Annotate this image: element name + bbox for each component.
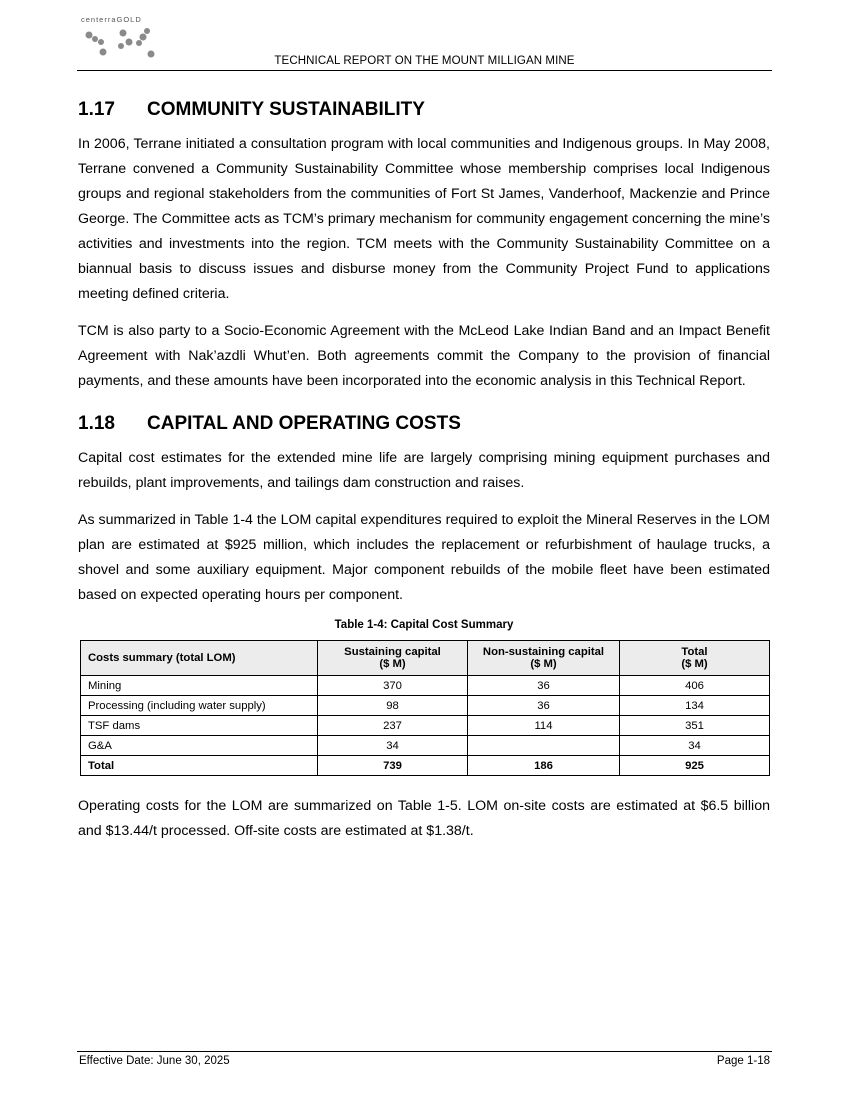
effective-date: Effective Date: June 30, 2025 <box>79 1055 230 1067</box>
logo-text: centerraGOLD <box>81 15 142 24</box>
column-header: Non-sustaining capital ($ M) <box>468 641 620 676</box>
table-cell: 114 <box>468 716 620 736</box>
table-cell: 134 <box>620 696 770 716</box>
section-heading-1-18 <box>78 406 770 446</box>
table-cell: Processing (including water supply) <box>81 696 318 716</box>
table-row <box>81 736 770 756</box>
table-cell: 370 <box>318 676 468 696</box>
report-title: TECHNICAL REPORT ON THE MOUNT MILLIGAN MINE <box>274 55 575 67</box>
table-row <box>81 716 770 736</box>
section-number: 1.17 <box>78 99 115 120</box>
table-cell: 98 <box>318 696 468 716</box>
table-cell: 237 <box>318 716 468 736</box>
footer-divider <box>77 1051 772 1052</box>
table-cell: 34 <box>318 736 468 756</box>
table-cell: 36 <box>468 696 620 716</box>
table-cell: 351 <box>620 716 770 736</box>
table-cell: 36 <box>468 676 620 696</box>
section-heading-1-17 <box>78 92 770 132</box>
table-cell <box>468 736 620 756</box>
table-cell: 925 <box>620 756 770 776</box>
header-divider <box>77 70 772 71</box>
table-row <box>81 676 770 696</box>
table-cell: 406 <box>620 676 770 696</box>
section-title: CAPITAL AND OPERATING COSTS <box>147 413 461 434</box>
paragraph: TCM is also party to a Socio-Economic Agreement with the McLeod Lake Indian Band and an Impact Benefit Agreement with Nak’azdli Whut’en. Both agreements commit the Company to the provision of financial payments, and these amounts have been incorporated into the economic analysis in this Technical Report. <box>78 323 770 389</box>
paragraph: As summarized in Table 1-4 the LOM capital expenditures required to exploit the Mineral Reserves in the LOM plan are estimated at $925 million, which includes the replacement or refurbishment of haulage trucks, a shovel and some auxiliary equipment. Major component rebuilds of the mobile fleet have been estimated based on expected operating hours per component. <box>78 512 770 603</box>
table-cell: 34 <box>620 736 770 756</box>
paragraph: Capital cost estimates for the extended mine life are largely comprising mining equipment purchases and rebuilds, plant improvements, and tailings dam construction and raises. <box>78 450 770 491</box>
table-row <box>81 696 770 716</box>
table-header-row <box>81 641 770 676</box>
table-cell: G&A <box>81 736 318 756</box>
page-content <box>78 92 770 856</box>
table-caption: Table 1-4: Capital Cost Summary <box>334 619 514 631</box>
paragraph: In 2006, Terrane initiated a consultation program with local communities and Indigenous groups. In May 2008, Terrane convened a Community Sustainability Committee whose membership comprises local Indigenous groups and regional stakeholders from the communities of Fort St James, Vanderhoof, Mackenzie and Prince George. The Committee acts as TCM’s primary mechanism for community engagement concerning the mine’s activities and investments into the region. TCM meets with the Community Sustainability Committee on a biannual basis to discuss issues and disburse money from the Community Project Fund to applications meeting defined criteria. <box>78 136 770 302</box>
paragraph: Operating costs for the LOM are summarized on Table 1-5. LOM on-site costs are estimated at $6.5 billion and $13.44/t processed. Off-site costs are estimated at $1.38/t. <box>78 798 770 839</box>
section-number: 1.18 <box>78 413 115 434</box>
table-cell: Total <box>81 756 318 776</box>
column-header: Costs summary (total LOM) <box>81 641 318 676</box>
table-cell: 739 <box>318 756 468 776</box>
column-header: Sustaining capital ($ M) <box>318 641 468 676</box>
page-number: Page 1-18 <box>716 1055 770 1067</box>
table-total-row <box>81 756 770 776</box>
section-title: COMMUNITY SUSTAINABILITY <box>147 99 425 120</box>
column-header: Total ($ M) <box>620 641 770 676</box>
table-cell: 186 <box>468 756 620 776</box>
table-cell: Mining <box>81 676 318 696</box>
table-cell: TSF dams <box>81 716 318 736</box>
capital-cost-table <box>80 640 770 776</box>
